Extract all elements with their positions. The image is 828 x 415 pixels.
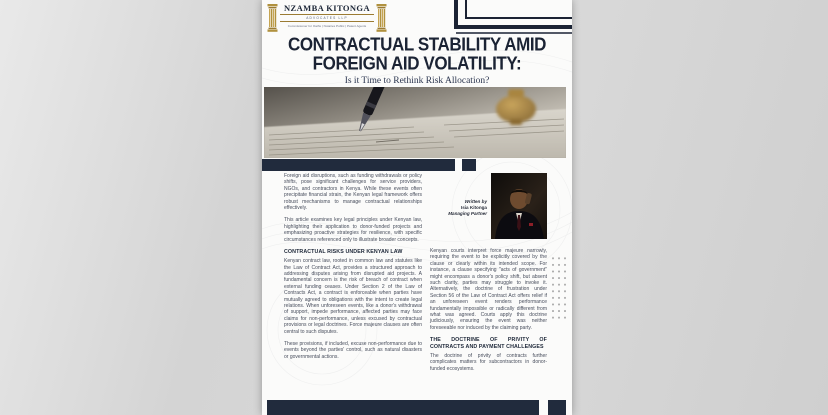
pillar-icon [267, 3, 278, 33]
author-photo [491, 173, 547, 239]
hero-image [264, 87, 566, 158]
firm-tagline: Commissioner for Oaths | Notaries Public | Patent Agents [287, 23, 367, 28]
firm-logo [267, 3, 387, 33]
written-by-label: Written by [464, 199, 487, 204]
article-left-column [284, 173, 422, 366]
firm-logo-text [280, 3, 374, 33]
paragraph-force-majeure-provisions: These provisions, if included, excuse non-performance due to events beyond the parties' control, such as natural disasters or governmental actions. [284, 341, 422, 360]
dot-grid-decoration [550, 255, 567, 321]
author-caption [430, 199, 487, 239]
author-role: Managing Partner [448, 211, 487, 216]
heading-privity: THE DOCTRINE OF PRIVITY OF CONTRACTS AND PAYMENT CHALLENGES [430, 337, 547, 350]
divider-bar [262, 159, 455, 171]
article-subtitle: Is it Time to Rethink Risk Allocation? [344, 76, 490, 86]
article-title-block [262, 35, 572, 86]
footer-bar [267, 400, 539, 415]
firm-name: NZAMBA KITONGA [280, 3, 374, 15]
footer-square [548, 400, 566, 415]
divider-square [462, 159, 476, 171]
author-block [430, 173, 547, 239]
heading-contractual-risks: CONTRACTUAL RISKS UNDER KENYAN LAW [284, 249, 403, 256]
firm-subtitle: ADVOCATES LLP [280, 15, 374, 22]
article-title-line2: FOREIGN AID VOLATILITY: [312, 53, 522, 74]
corner-lines-decoration [442, 0, 572, 38]
article-title-line1: CONTRACTUAL STABILITY AMID [287, 34, 547, 55]
paragraph-intro: Foreign aid disruptions, such as funding withdrawals or policy shifts, pose significant challenges for service providers, NGOs, and contractors in Kenya. While these events often precipitate financial strain, the Kenyan legal framework offers robust mechanisms to manage contractual relationships effectively. [284, 173, 422, 212]
pillar-icon [376, 3, 387, 33]
paragraph-courts-interpretation: Kenyan courts interpret force majeure narrowly, requiring the event to be explicitly covered by the clause or clearly within its intended scope. For instance, a clause specifying "acts of government" might encompass a donor's policy shift, but absent such clarity, parties may struggle to invoke it. Alternatively, the doctrine of frustration under Section 56 of the Law of Contract Act offers relief if an unforeseen event renders performance fundamentally impossible or radically different from what was agreed. Courts apply this doctrine judiciously, ensuring the event was neither foreseeable nor induced by the claiming party. [430, 248, 547, 331]
author-name: Isia Kitonga [460, 205, 487, 210]
paragraph-scope: This article examines key legal principles under Kenyan law, highlighting their application to donor-funded projects and emphasizing proactive strategies for resilience, with specific circumstances referenced only to illustrate broader concepts. [284, 217, 422, 243]
article-right-column [430, 173, 547, 378]
paragraph-privity: The doctrine of privity of contracts further complicates matters for subcontractors in donor-funded ecosystems. [430, 352, 547, 372]
paragraph-contract-law: Kenyan contract law, rooted in common law and statutes like the Law of Contract Act, provides a structured approach to addressing disputes arising from disrupted aid projects. A fundamental concern is the risk of breach of contract when external funding ceases. Under Section 2 of the Law of Contracts Act, a contract is enforceable when parties have mutually agreed to obligations with the intent to create legal relations. When unforeseen events, like a donor's withdrawal of support, impede performance, affected parties may face claims for non-performance, unless excused by contractual provisions or legal doctrines. Force majeure clauses are often central to such disputes. [284, 258, 422, 335]
article-sheet [262, 0, 572, 415]
